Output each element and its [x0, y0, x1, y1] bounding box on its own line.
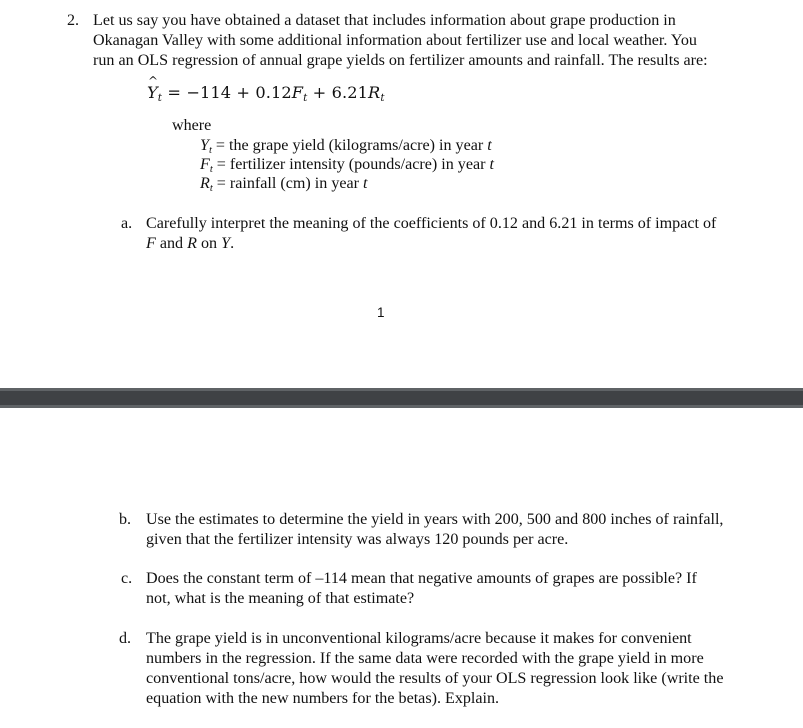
part-d-line-3: conventional tons/acre, how would the results of your OLS regression look like (write the	[146, 670, 724, 687]
part-a-label: a.	[121, 215, 133, 232]
part-a-line-2	[146, 234, 234, 255]
def-fert-year: t	[489, 156, 495, 173]
eq-lhs-sub: t	[157, 92, 163, 104]
eq-var-r-sub: t	[380, 92, 385, 104]
def-yield-text: = the grape yield (kilograms/acre) in year	[211, 137, 488, 154]
def-fert-text: = fertilizer intensity (pounds/acre) in year	[212, 156, 490, 173]
part-d-line-2: numbers in the regression. If the same data were recorded with the grape yield in more	[146, 650, 704, 667]
part-a-on: on	[196, 235, 222, 252]
page-number: 1	[377, 305, 385, 320]
eq-plus-1: +	[231, 83, 256, 102]
part-d-line-4: equation with the new numbers for the betas). Explain.	[146, 690, 500, 707]
part-b-line-2: given that the fertilizer intensity was always 120 pounds per acre.	[146, 531, 569, 548]
question-number: 2.	[67, 12, 80, 29]
eq-var-r: R	[368, 83, 381, 102]
def-yield-sub: t	[208, 145, 212, 156]
def-yield-year: t	[487, 137, 492, 154]
regression-equation	[147, 83, 385, 104]
eq-equals: =	[162, 83, 187, 102]
def-fert-sub: t	[209, 164, 213, 175]
document-page-2	[0, 408, 803, 728]
eq-lhs: ^ Y	[147, 83, 158, 102]
part-c-line-2: not, what is the meaning of that estimate?	[146, 590, 415, 607]
part-d-line-1: The grape yield is in unconventional kilograms/acre because it makes for convenient	[146, 630, 692, 647]
part-b-label: b.	[119, 511, 132, 528]
eq-coef-f: 0.12	[255, 83, 292, 102]
eq-constant: −114	[186, 83, 232, 102]
part-a-r: R	[187, 235, 197, 252]
definition-rainfall	[200, 174, 368, 200]
eq-var-f: F	[291, 83, 304, 102]
part-d-label: d.	[119, 630, 132, 647]
eq-plus-2: +	[307, 83, 332, 102]
page-separator	[0, 388, 803, 408]
def-yield-var: Y	[200, 137, 209, 154]
def-rain-text: = rainfall (cm) in year	[212, 175, 364, 192]
part-c-line-1: Does the constant term of –114 mean that negative amounts of grapes are possible? If	[146, 570, 697, 587]
part-a-f: F	[146, 235, 156, 252]
part-a-and: and	[155, 235, 188, 252]
question-line-1: Let us say you have obtained a dataset that includes information about grape production in	[93, 12, 676, 29]
part-a-y: Y	[221, 235, 231, 252]
def-rain-sub: t	[209, 183, 213, 194]
part-a-end: .	[230, 235, 235, 252]
def-fert-var: F	[200, 156, 210, 173]
def-rain-var: R	[200, 175, 210, 192]
eq-coef-r: 6.21	[331, 83, 369, 102]
part-a-line-1: Carefully interpret the meaning of the coefficients of 0.12 and 6.21 in terms of impact of	[146, 215, 717, 232]
question-line-3: run an OLS regression of annual grape yields on fertilizer amounts and rainfall. The results are:	[93, 52, 708, 69]
part-c-label: c.	[121, 570, 133, 587]
part-b-line-1: Use the estimates to determine the yield in years with 200, 500 and 800 inches of rainfall,	[146, 511, 724, 528]
where-label: where	[172, 117, 212, 134]
def-rain-year: t	[363, 175, 368, 192]
eq-var-f-sub: t	[303, 92, 308, 104]
question-line-2: Okanagan Valley with some additional information about fertilizer use and local weather. You	[93, 32, 697, 49]
